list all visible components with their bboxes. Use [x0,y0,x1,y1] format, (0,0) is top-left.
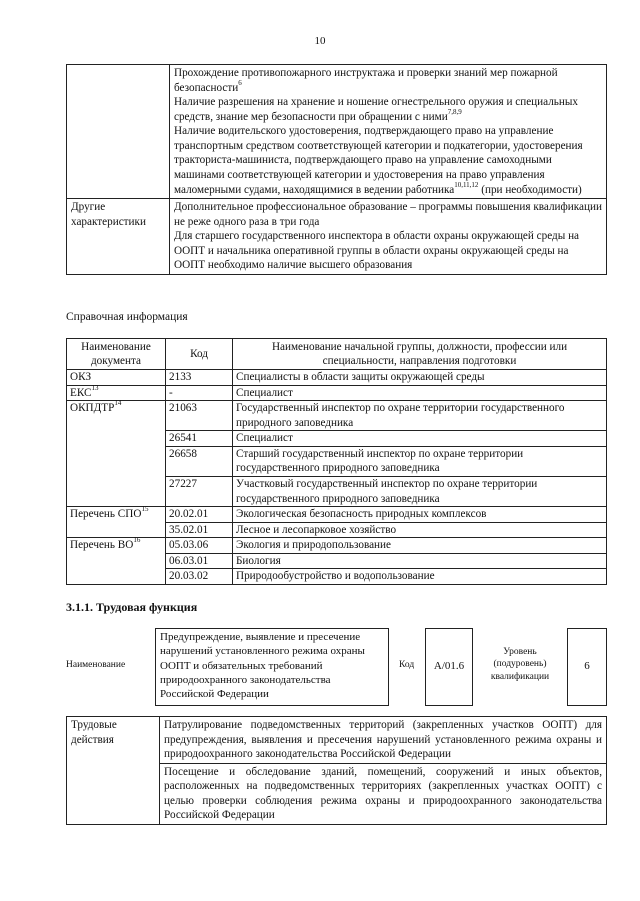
name-cell: Биология [233,553,607,569]
code-box [425,628,473,706]
actions-label: Трудовые действия [67,717,160,825]
action-item: Посещение и обследование зданий, помещений, сооружений и иных объектов, расположенных на подведомственных территориях (закрепленных участках ООПТ) с целью проверки соблюдения режима охраны и природоохранного законодательства Российской Федерации [160,763,607,824]
name-cell: Экологическая безопасность природных комплексов [233,507,607,523]
table-row [67,507,607,523]
function-name-box [155,628,389,706]
row-content [170,65,607,199]
table-row [67,370,607,386]
doc-cell: Перечень СПО$^{15}$ [67,507,166,538]
function-name-value: Предупреждение, выявление и пресечение нарушений установленного режима охраны ООПТ и обязательных требований природоохранного законодательства Российской Федерации [160,631,365,701]
table-row [67,199,607,275]
row-label: Другие характеристики [67,199,170,275]
name-cell: Специалисты в области защиты окружающей среды [233,370,607,386]
requirement-line: Наличие разрешения на хранение и ношение огнестрельного оружия и специальных средств, знание мер безопасности при обращении с ними$^{7,8,9}$ [174,96,578,123]
code-cell: 35.02.01 [166,522,233,538]
code-cell: 26541 [166,431,233,447]
requirement-line: Для старшего государственного инспектора в области охраны окружающей среды на ООПТ и начальника оперативной группы в области охраны окружающей среды на ООПТ необходимо наличие высшего образования [174,230,580,272]
function-name-label: Наименование [66,660,126,670]
name-cell: Государственный инспектор по охране территории государственного природного заповедника [233,401,607,431]
name-cell: Участковый государственный инспектор по охране территории государственного природного заповедника [233,476,607,506]
name-cell: Специалист [233,385,607,401]
code-cell: 06.03.01 [166,553,233,569]
col-header-name: Наименование начальной группы, должности, профессии или специальности, направления подготовки [233,339,607,370]
level-box [567,628,607,706]
doc-cell: ЕКС$^{13}$ [67,385,166,401]
code-cell: 2133 [166,370,233,386]
labor-actions-table [66,716,607,825]
code-cell: 27227 [166,476,233,506]
level-label: Уровень (подуровень) квалификации [490,647,550,682]
col-header-doc: Наименование документа [67,339,166,370]
code-label: Код [399,660,415,670]
name-cell: Природообустройство и водопользование [233,569,607,585]
table-row [67,65,607,199]
action-item: Патрулирование подведомственных территорий (закрепленных участков ООПТ) для предупреждения, выявления и пресечения нарушений установленного режима охраны и природоохранного законодательства Российской Федерации [160,717,607,764]
page-number: 10 [314,35,326,47]
code-cell: 21063 [166,401,233,431]
section-heading: 3.1.1. Трудовая функция [66,600,198,614]
requirement-line: Прохождение противопожарного инструктажа и проверки знаний мер пожарной безопасности$^6$ [174,67,558,94]
level-value: 6 [584,660,590,672]
reference-table [66,338,607,585]
row-label [67,65,170,199]
name-cell: Лесное и лесопарковое хозяйство [233,522,607,538]
name-cell: Старший государственный инспектор по охране территории государственного природного заповедника [233,446,607,476]
code-value: A/01.6 [433,660,465,672]
col-header-code: Код [166,339,233,370]
requirements-table [66,64,607,275]
table-header-row [67,339,607,370]
table-row [67,385,607,401]
code-cell: 20.03.02 [166,569,233,585]
name-cell: Специалист [233,431,607,447]
doc-cell: ОКПДТР$^{14}$ [67,401,166,507]
code-cell: - [166,385,233,401]
requirement-line: Наличие водительского удостоверения, подтверждающего право на управление транспортным средством соответствующей категории и подкатегории, удостоверения тракториста-машиниста, подтверждающего право на управление самоходными машинами соответствующей категории и удостоверения на право управления маломерными судами, находящимися в ведении работника$^{10,11,12}$ (при необходимости) [174,125,583,196]
table-row [67,401,607,431]
name-cell: Экология и природопользование [233,538,607,554]
row-content [170,199,607,275]
reference-title: Справочная информация [66,311,188,323]
doc-cell: ОКЗ [67,370,166,386]
requirement-line: Дополнительное профессиональное образование – программы повышения квалификации не реже одного раза в три года [174,201,602,228]
code-cell: 20.02.01 [166,507,233,523]
code-cell: 05.03.06 [166,538,233,554]
table-row [67,717,607,764]
code-cell: 26658 [166,446,233,476]
doc-cell: Перечень ВО$^{16}$ [67,538,166,585]
table-row [67,538,607,554]
